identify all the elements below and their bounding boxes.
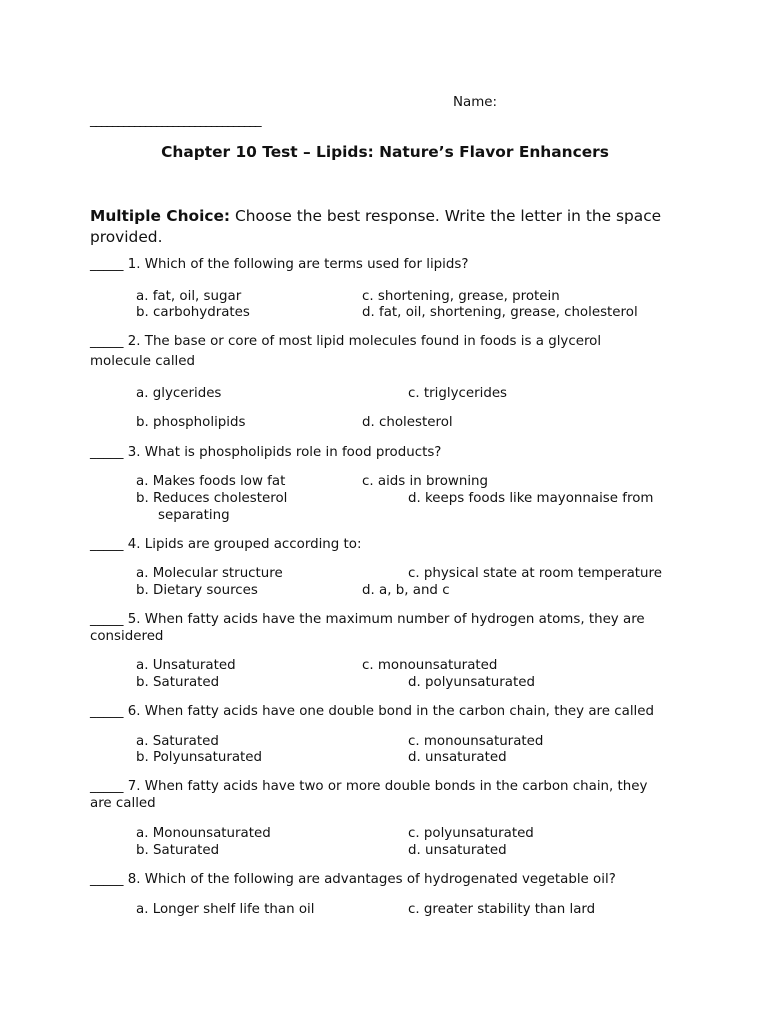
question-2-stem: _____ 2. The base or core of most lipid molecules found in foods is a glycerol <box>90 334 602 349</box>
question-6-stem: _____ 6. When fatty acids have one double bond in the carbon chain, they are called <box>90 704 655 719</box>
question-3-option-a: a. Makes foods low fat <box>136 474 286 489</box>
question-6-option-d: d. unsaturated <box>408 750 507 765</box>
question-1-stem: _____ 1. Which of the following are terms used for lipids? <box>90 257 469 272</box>
question-6-option-c: c. monounsaturated <box>408 734 544 749</box>
question-8-option-c: c. greater stability than lard <box>408 902 596 917</box>
question-3-option-d: d. keeps foods like mayonnaise from <box>408 491 654 506</box>
question-7-option-d: d. unsaturated <box>408 843 507 858</box>
question-7-option-b: b. Saturated <box>136 843 220 858</box>
question-4-option-a: a. Molecular structure <box>136 566 283 581</box>
instructions-text: Choose the best response. Write the letter in the space <box>230 207 662 225</box>
page-title: Chapter 10 Test – Lipids: Nature’s Flavor Enhancers <box>161 143 609 161</box>
question-3-option-c: c. aids in browning <box>362 474 489 489</box>
question-3-option-b: b. Reduces cholesterol <box>136 491 288 506</box>
question-5-stem: _____ 5. When fatty acids have the maximum number of hydrogen atoms, they are <box>90 612 645 627</box>
question-1-option-a: a. fat, oil, sugar <box>136 289 242 304</box>
instructions <box>90 206 661 226</box>
question-2-option-d: d. cholesterol <box>362 415 453 430</box>
question-6-option-b: b. Polyunsaturated <box>136 750 263 765</box>
question-5-option-b: b. Saturated <box>136 675 220 690</box>
question-8-stem: _____ 8. Which of the following are advantages of hydrogenated vegetable oil? <box>90 872 616 887</box>
question-2-option-a: a. glycerides <box>136 386 222 401</box>
instructions-text-cont: provided. <box>90 228 163 246</box>
question-2-option-b: b. phospholipids <box>136 415 246 430</box>
question-6-option-a: a. Saturated <box>136 734 219 749</box>
question-1-option-b: b. carbohydrates <box>136 305 250 320</box>
question-3-stem: _____ 3. What is phospholipids role in food products? <box>90 445 442 460</box>
question-5-option-a: a. Unsaturated <box>136 658 236 673</box>
question-1-option-d: d. fat, oil, shortening, grease, cholesterol <box>362 305 638 320</box>
question-7-stem-cont: are called <box>90 796 156 811</box>
question-7-option-a: a. Monounsaturated <box>136 826 271 841</box>
instructions-heading: Multiple Choice: <box>90 207 231 225</box>
name-label: Name: <box>453 95 498 110</box>
name-blank-line: _______________________________ <box>90 113 261 128</box>
question-7-option-c: c. polyunsaturated <box>408 826 534 841</box>
question-5-option-c: c. monounsaturated <box>362 658 498 673</box>
question-4-stem: _____ 4. Lipids are grouped according to: <box>90 537 362 552</box>
question-3-option-d-cont: separating <box>158 508 230 523</box>
question-2-option-c: c. triglycerides <box>408 386 508 401</box>
question-1-option-c: c. shortening, grease, protein <box>362 289 560 304</box>
question-4-option-c: c. physical state at room temperature <box>408 566 662 581</box>
question-4-option-b: b. Dietary sources <box>136 583 258 598</box>
question-7-stem: _____ 7. When fatty acids have two or more double bonds in the carbon chain, they <box>90 779 648 794</box>
question-2-stem-cont: molecule called <box>90 354 196 369</box>
question-4-option-d: d. a, b, and c <box>362 583 450 598</box>
question-5-option-d: d. polyunsaturated <box>408 675 535 690</box>
question-5-stem-cont: considered <box>90 629 164 644</box>
question-8-option-a: a. Longer shelf life than oil <box>136 902 315 917</box>
